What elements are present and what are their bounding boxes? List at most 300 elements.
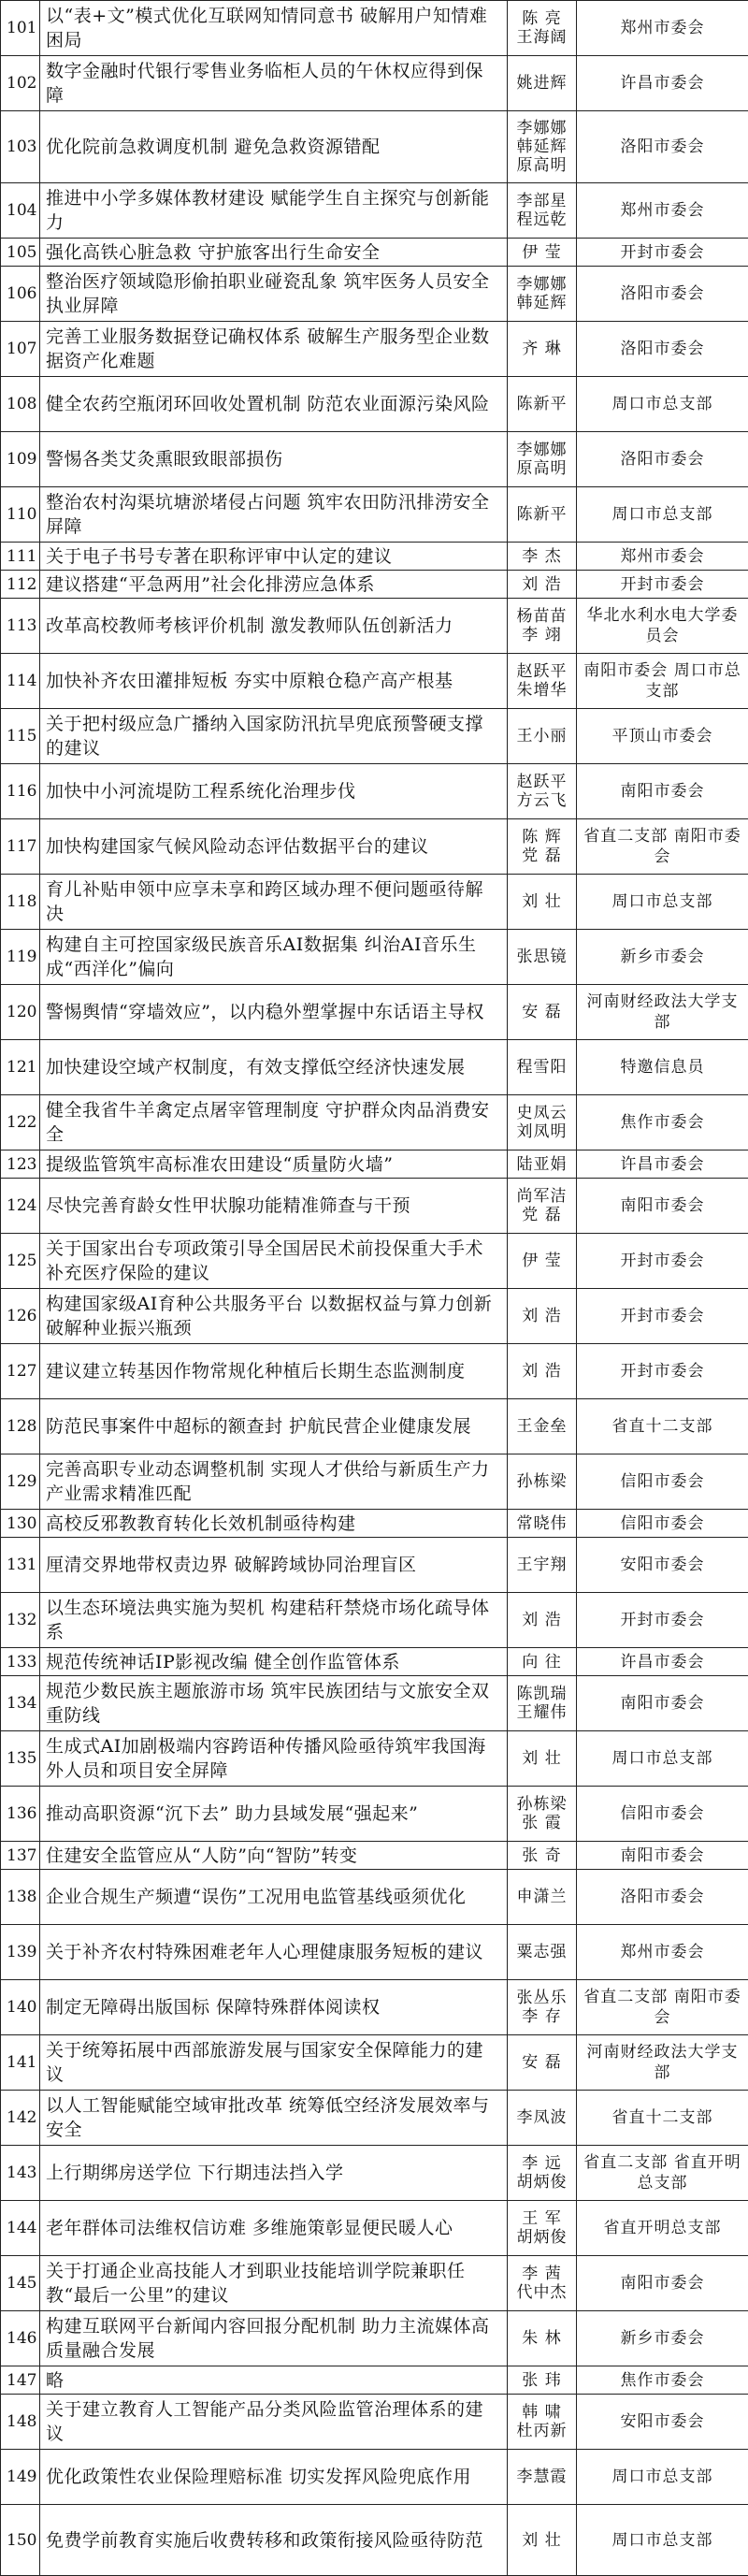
author-name: 李娜娜: [516, 441, 568, 459]
table-row: [1, 2366, 748, 2395]
submitting-unit: 新乡市委会: [577, 2311, 748, 2366]
row-number: 135: [1, 1731, 40, 1787]
submitting-unit: 平顶山市委会: [577, 709, 748, 764]
table-row: [1, 267, 748, 322]
proposal-title: 提级监管筑牢高标准农田建设“质量防火墙”: [40, 1151, 508, 1179]
submitting-unit: 省直十二支部: [577, 2091, 748, 2146]
author-name: 孙栋梁: [516, 1472, 568, 1491]
row-number: 106: [1, 267, 40, 322]
proposal-title: 高校反邪教教育转化长效机制亟待构建: [40, 1510, 508, 1538]
proposal-title: 强化高铁心脏急救 守护旅客出行生命安全: [40, 239, 508, 267]
author-cell: [508, 1731, 577, 1787]
row-number: 116: [1, 764, 40, 819]
author-cell: [508, 2450, 577, 2505]
submitting-unit: 郑州市委会: [577, 1925, 748, 1980]
table-row: [1, 875, 748, 930]
proposal-title: 关于打通企业高技能人才到职业技能培训学院兼职任教“最后一公里”的建议: [40, 2256, 508, 2311]
submitting-unit: 新乡市委会: [577, 930, 748, 985]
proposal-title: 尽快完善育龄女性甲状腺功能精准筛查与干预: [40, 1179, 508, 1234]
row-number: 103: [1, 111, 40, 183]
row-number: 107: [1, 322, 40, 377]
author-cell: [508, 571, 577, 599]
author-cell: [508, 2395, 577, 2450]
author-name: 姚进辉: [516, 74, 568, 93]
author-cell: [508, 56, 577, 111]
proposal-title: 优化政策性农业保险理赔标准 切实发挥风险兜底作用: [40, 2450, 508, 2505]
proposal-title: 以人工智能赋能空域审批改革 统筹低空经济发展效率与安全: [40, 2091, 508, 2146]
table-row: [1, 239, 748, 267]
proposal-title: 建议建立转基因作物常规化种植后长期生态监测制度: [40, 1344, 508, 1399]
author-name: 李 存: [522, 2007, 562, 2026]
row-number: 123: [1, 1151, 40, 1179]
author-cell: [508, 1399, 577, 1454]
table-row: [1, 543, 748, 571]
author-name: 李慧霞: [516, 2467, 568, 2486]
author-cell: [508, 267, 577, 322]
proposal-title: 建议搭建“平急两用”社会化排涝应急体系: [40, 571, 508, 599]
submitting-unit: 洛阳市委会: [577, 111, 748, 183]
author-name: 刘 浩: [522, 1362, 562, 1381]
proposal-title: 防范民事案件中超标的额查封 护航民营企业健康发展: [40, 1399, 508, 1454]
table-row: [1, 819, 748, 875]
submitting-unit: 焦作市委会: [577, 1095, 748, 1151]
author-name: 陆亚娟: [516, 1154, 568, 1174]
table-row: [1, 1925, 748, 1980]
row-number: 105: [1, 239, 40, 267]
proposal-title: 老年群体司法维权信访难 多维施策彰显便民暖人心: [40, 2201, 508, 2256]
author-name: 党 磊: [522, 1206, 562, 1224]
table-row: [1, 1289, 748, 1344]
submitting-unit: 信阳市委会: [577, 1510, 748, 1538]
author-name: 陈凯瑞: [516, 1685, 568, 1703]
proposal-title: 制定无障碍出版国标 保障特殊群体阅读权: [40, 1980, 508, 2035]
proposal-title: 推进中小学多媒体教材建设 赋能学生自主探究与创新能力: [40, 183, 508, 239]
author-cell: [508, 1, 577, 56]
table-row: [1, 56, 748, 111]
author-name: 陈 辉: [522, 828, 562, 847]
author-cell: [508, 1454, 577, 1510]
table-row: [1, 709, 748, 764]
row-number: 145: [1, 2256, 40, 2311]
author-name: 李 翊: [522, 626, 562, 644]
row-number: 120: [1, 985, 40, 1040]
proposal-title: 育儿补贴申领中应享未享和跨区域办理不便问题亟待解决: [40, 875, 508, 930]
author-cell: [508, 875, 577, 930]
row-number: 101: [1, 1, 40, 56]
table-row: [1, 2201, 748, 2256]
submitting-unit: 郑州市委会: [577, 183, 748, 239]
author-cell: [508, 1787, 577, 1842]
author-name: 韩延辉: [516, 137, 568, 156]
proposal-title: 住建安全监管应从“人防”向“智防”转变: [40, 1842, 508, 1870]
submitting-unit: 省直十二支部: [577, 1399, 748, 1454]
row-number: 126: [1, 1289, 40, 1344]
table-row: [1, 1040, 748, 1095]
submitting-unit: 河南财经政法大学支部: [577, 2035, 748, 2091]
author-cell: [508, 599, 577, 654]
row-number: 129: [1, 1454, 40, 1510]
proposal-title: 整治医疗领域隐形偷拍职业碰瓷乱象 筑牢医务人员安全执业屏障: [40, 267, 508, 322]
row-number: 147: [1, 2366, 40, 2395]
row-number: 117: [1, 819, 40, 875]
author-name: 程远乾: [516, 210, 568, 229]
row-number: 138: [1, 1870, 40, 1925]
submitting-unit: 南阳市委会 周口市总支部: [577, 654, 748, 709]
author-name: 王金垒: [516, 1417, 568, 1436]
author-name: 赵跃平: [516, 662, 568, 681]
table-row: [1, 1842, 748, 1870]
submitting-unit: 洛阳市委会: [577, 267, 748, 322]
author-name: 韩延辉: [516, 294, 568, 312]
author-cell: [508, 2366, 577, 2395]
submitting-unit: 许昌市委会: [577, 56, 748, 111]
author-cell: [508, 2256, 577, 2311]
row-number: 114: [1, 654, 40, 709]
submitting-unit: 郑州市委会: [577, 543, 748, 571]
author-cell: [508, 1179, 577, 1234]
proposal-title: 免费学前教育实施后收费转移和政策衔接风险亟待防范: [40, 2505, 508, 2576]
proposal-title: 关于电子书号专著在职称评审中认定的建议: [40, 543, 508, 571]
submitting-unit: 信阳市委会: [577, 1454, 748, 1510]
row-number: 130: [1, 1510, 40, 1538]
author-name: 王宇翔: [516, 1556, 568, 1574]
author-cell: [508, 2146, 577, 2201]
author-name: 李娜娜: [516, 119, 568, 137]
proposal-title: 加快中小河流堤防工程系统化治理步伐: [40, 764, 508, 819]
table-row: [1, 111, 748, 183]
row-number: 102: [1, 56, 40, 111]
submitting-unit: 许昌市委会: [577, 1648, 748, 1676]
author-cell: [508, 1538, 577, 1593]
author-cell: [508, 111, 577, 183]
row-number: 142: [1, 2091, 40, 2146]
proposal-title: 略: [40, 2366, 508, 2395]
table-row: [1, 322, 748, 377]
row-number: 131: [1, 1538, 40, 1593]
author-name: 粟志强: [516, 1943, 568, 1961]
table-row: [1, 1510, 748, 1538]
author-name: 陈新平: [516, 505, 568, 524]
author-name: 王海阔: [516, 28, 568, 47]
proposal-title: 完善高职专业动态调整机制 实现人才供给与新质生产力产业需求精准匹配: [40, 1454, 508, 1510]
row-number: 108: [1, 377, 40, 432]
submitting-unit: 信阳市委会: [577, 1787, 748, 1842]
author-name: 张 玮: [522, 2370, 562, 2390]
table-row: [1, 985, 748, 1040]
table-row: [1, 377, 748, 432]
submitting-unit: 开封市委会: [577, 571, 748, 599]
author-cell: [508, 2035, 577, 2091]
author-name: 尚军洁: [516, 1187, 568, 1206]
table-row: [1, 2311, 748, 2366]
table-row: [1, 2256, 748, 2311]
submitting-unit: 洛阳市委会: [577, 432, 748, 487]
author-name: 王小丽: [516, 727, 568, 745]
table-row: [1, 1648, 748, 1676]
author-cell: [508, 1593, 577, 1648]
author-name: 安 磊: [522, 2053, 562, 2072]
submitting-unit: 开封市委会: [577, 1344, 748, 1399]
author-name: 张 霞: [522, 1814, 562, 1832]
author-name: 张丛乐: [516, 1989, 568, 2007]
author-cell: [508, 487, 577, 543]
author-cell: [508, 2311, 577, 2366]
author-cell: [508, 239, 577, 267]
author-cell: [508, 1289, 577, 1344]
table-row: [1, 2395, 748, 2450]
author-cell: [508, 377, 577, 432]
row-number: 104: [1, 183, 40, 239]
table-row: [1, 599, 748, 654]
row-number: 111: [1, 543, 40, 571]
author-name: 李 茜: [522, 2265, 562, 2283]
author-name: 原高明: [516, 156, 568, 175]
row-number: 115: [1, 709, 40, 764]
author-name: 李凤波: [516, 2108, 568, 2127]
author-cell: [508, 709, 577, 764]
author-name: 方云飞: [516, 791, 568, 810]
proposal-title: 规范传统神话IP影视改编 健全创作监管体系: [40, 1648, 508, 1676]
author-name: 申潇兰: [516, 1888, 568, 1906]
author-cell: [508, 764, 577, 819]
submitting-unit: 开封市委会: [577, 1289, 748, 1344]
author-name: 刘凤明: [516, 1122, 568, 1141]
author-cell: [508, 985, 577, 1040]
row-number: 122: [1, 1095, 40, 1151]
row-number: 125: [1, 1234, 40, 1289]
author-cell: [508, 2201, 577, 2256]
author-cell: [508, 2091, 577, 2146]
table-row: [1, 1344, 748, 1399]
author-cell: [508, 432, 577, 487]
author-name: 齐 琳: [522, 340, 562, 358]
author-name: 党 磊: [522, 847, 562, 865]
author-cell: [508, 2505, 577, 2576]
author-cell: [508, 1870, 577, 1925]
proposal-title: 规范少数民族主题旅游市场 筑牢民族团结与文旅安全双重防线: [40, 1676, 508, 1731]
author-name: 原高明: [516, 459, 568, 478]
author-name: 胡炳俊: [516, 2173, 568, 2192]
author-name: 刘 浩: [522, 574, 562, 594]
row-number: 127: [1, 1344, 40, 1399]
author-name: 向 往: [522, 1652, 562, 1672]
table-row: [1, 764, 748, 819]
row-number: 121: [1, 1040, 40, 1095]
author-cell: [508, 322, 577, 377]
author-name: 安 磊: [522, 1003, 562, 1021]
author-name: 刘 浩: [522, 1611, 562, 1629]
submitting-unit: 南阳市委会: [577, 1676, 748, 1731]
proposal-title: 关于国家出台专项政策引导全国居民术前投保重大手术补充医疗保险的建议: [40, 1234, 508, 1289]
author-cell: [508, 183, 577, 239]
table-row: [1, 487, 748, 543]
table-row: [1, 183, 748, 239]
author-name: 常晓伟: [516, 1513, 568, 1533]
submitting-unit: 周口市总支部: [577, 1731, 748, 1787]
proposal-title: 构建互联网平台新闻内容回报分配机制 助力主流媒体高质量融合发展: [40, 2311, 508, 2366]
row-number: 144: [1, 2201, 40, 2256]
table-body: [1, 1, 748, 2576]
proposal-title: 加快构建国家气候风险动态评估数据平台的建议: [40, 819, 508, 875]
proposal-title: 警惕各类艾灸熏眼致眼部损伤: [40, 432, 508, 487]
author-cell: [508, 1095, 577, 1151]
row-number: 146: [1, 2311, 40, 2366]
table-row: [1, 1538, 748, 1593]
table-row: [1, 432, 748, 487]
submitting-unit: 特邀信息员: [577, 1040, 748, 1095]
table-row: [1, 1731, 748, 1787]
author-cell: [508, 1234, 577, 1289]
author-cell: [508, 819, 577, 875]
submitting-unit: 安阳市委会: [577, 2395, 748, 2450]
proposal-title: 完善工业服务数据登记确权体系 破解生产服务型企业数据资产化难题: [40, 322, 508, 377]
table-row: [1, 1399, 748, 1454]
table-row: [1, 2505, 748, 2576]
proposal-title: 生成式AI加剧极端内容跨语种传播风险亟待筑牢我国海外人员和项目安全屏障: [40, 1731, 508, 1787]
proposal-title: 以“表+文”模式优化互联网知情同意书 破解用户知情难困局: [40, 1, 508, 56]
row-number: 133: [1, 1648, 40, 1676]
row-number: 150: [1, 2505, 40, 2576]
author-cell: [508, 1676, 577, 1731]
author-name: 杜丙新: [516, 2422, 568, 2440]
author-cell: [508, 1040, 577, 1095]
table-row: [1, 1454, 748, 1510]
submitting-unit: 开封市委会: [577, 1234, 748, 1289]
row-number: 136: [1, 1787, 40, 1842]
author-name: 胡炳俊: [516, 2228, 568, 2247]
author-name: 李部星: [516, 192, 568, 210]
author-name: 王耀伟: [516, 1703, 568, 1722]
row-number: 134: [1, 1676, 40, 1731]
submitting-unit: 河南财经政法大学支部: [577, 985, 748, 1040]
table-row: [1, 1676, 748, 1731]
proposal-title: 健全农药空瓶闭环回收处置机制 防范农业面源污染风险: [40, 377, 508, 432]
proposal-title: 构建自主可控国家级民族音乐AI数据集 纠治AI音乐生成“西洋化”偏向: [40, 930, 508, 985]
proposal-title: 关于把村级应急广播纳入国家防汛抗旱兜底预警硬支撑的建议: [40, 709, 508, 764]
author-name: 陈 亮: [522, 9, 562, 28]
submitting-unit: 省直二支部 省直开明总支部: [577, 2146, 748, 2201]
proposal-title: 企业合规生产频遭“误伤”工况用电监管基线亟须优化: [40, 1870, 508, 1925]
submitting-unit: 焦作市委会: [577, 2366, 748, 2395]
row-number: 128: [1, 1399, 40, 1454]
row-number: 132: [1, 1593, 40, 1648]
author-name: 代中杰: [516, 2283, 568, 2302]
table-row: [1, 1, 748, 56]
proposal-title: 警惕舆情“穿墙效应”，以内稳外塑掌握中东话语主导权: [40, 985, 508, 1040]
author-name: 李 杰: [522, 546, 562, 566]
author-cell: [508, 1842, 577, 1870]
submitting-unit: 南阳市委会: [577, 2256, 748, 2311]
author-name: 史凤云: [516, 1104, 568, 1122]
proposal-title: 构建国家级AI育种公共服务平台 以数据权益与算力创新破解种业振兴瓶颈: [40, 1289, 508, 1344]
proposal-title: 优化院前急救调度机制 避免急救资源错配: [40, 111, 508, 183]
table-row: [1, 1179, 748, 1234]
submitting-unit: 南阳市委会: [577, 1179, 748, 1234]
row-number: 149: [1, 2450, 40, 2505]
author-name: 张思镜: [516, 948, 568, 966]
submitting-unit: 周口市总支部: [577, 487, 748, 543]
table-row: [1, 930, 748, 985]
table-row: [1, 2035, 748, 2091]
author-cell: [508, 1151, 577, 1179]
submitting-unit: 周口市总支部: [577, 2505, 748, 2576]
author-cell: [508, 1510, 577, 1538]
proposal-title: 以生态环境法典实施为契机 构建秸秆禁烧市场化疏导体系: [40, 1593, 508, 1648]
author-name: 刘 浩: [522, 1307, 562, 1325]
proposal-title: 健全我省牛羊禽定点屠宰管理制度 守护群众肉品消费安全: [40, 1095, 508, 1151]
author-cell: [508, 543, 577, 571]
author-name: 杨苗苗: [516, 607, 568, 626]
table-row: [1, 2450, 748, 2505]
submitting-unit: 华北水利水电大学委员会: [577, 599, 748, 654]
table-row: [1, 1980, 748, 2035]
submitting-unit: 省直二支部 南阳市委会: [577, 1980, 748, 2035]
submitting-unit: 洛阳市委会: [577, 1870, 748, 1925]
proposal-title: 改革高校教师考核评价机制 激发教师队伍创新活力: [40, 599, 508, 654]
author-name: 王 军: [522, 2209, 562, 2228]
submitting-unit: 周口市总支部: [577, 377, 748, 432]
proposal-title: 加快建设空域产权制度，有效支撑低空经济快速发展: [40, 1040, 508, 1095]
author-name: 赵跃平: [516, 773, 568, 791]
table-row: [1, 2091, 748, 2146]
author-cell: [508, 654, 577, 709]
author-cell: [508, 930, 577, 985]
author-name: 李 远: [522, 2154, 562, 2173]
proposal-title: 关于建立教育人工智能产品分类风险监管治理体系的建议: [40, 2395, 508, 2450]
proposal-title: 关于统筹拓展中西部旅游发展与国家安全保障能力的建议: [40, 2035, 508, 2091]
submitting-unit: 开封市委会: [577, 1593, 748, 1648]
row-number: 139: [1, 1925, 40, 1980]
row-number: 110: [1, 487, 40, 543]
proposal-title: 数字金融时代银行零售业务临柜人员的午休权应得到保障: [40, 56, 508, 111]
submitting-unit: 省直二支部 南阳市委会: [577, 819, 748, 875]
author-name: 韩 啸: [522, 2403, 562, 2422]
table-row: [1, 1151, 748, 1179]
submitting-unit: 省直开明总支部: [577, 2201, 748, 2256]
table-row: [1, 1234, 748, 1289]
row-number: 112: [1, 571, 40, 599]
table-row: [1, 654, 748, 709]
submitting-unit: 安阳市委会: [577, 1538, 748, 1593]
proposal-title: 加快补齐农田灌排短板 夯实中原粮仓稳产高产根基: [40, 654, 508, 709]
row-number: 118: [1, 875, 40, 930]
row-number: 137: [1, 1842, 40, 1870]
author-name: 伊 莹: [522, 242, 562, 262]
table-row: [1, 1870, 748, 1925]
table-row: [1, 571, 748, 599]
table-row: [1, 1787, 748, 1842]
author-name: 张 奇: [522, 1845, 562, 1865]
table-row: [1, 1095, 748, 1151]
row-number: 148: [1, 2395, 40, 2450]
proposal-title: 厘清交界地带权责边界 破解跨域协同治理盲区: [40, 1538, 508, 1593]
row-number: 141: [1, 2035, 40, 2091]
row-number: 143: [1, 2146, 40, 2201]
author-name: 刘 壮: [522, 1749, 562, 1768]
submitting-unit: 南阳市委会: [577, 764, 748, 819]
submitting-unit: 洛阳市委会: [577, 322, 748, 377]
author-name: 刘 壮: [522, 892, 562, 911]
table-row: [1, 2146, 748, 2201]
author-cell: [508, 1344, 577, 1399]
author-cell: [508, 1925, 577, 1980]
author-name: 孙栋梁: [516, 1795, 568, 1814]
author-cell: [508, 1648, 577, 1676]
submitting-unit: 开封市委会: [577, 239, 748, 267]
author-name: 伊 莹: [522, 1252, 562, 1270]
row-number: 113: [1, 599, 40, 654]
submitting-unit: 许昌市委会: [577, 1151, 748, 1179]
